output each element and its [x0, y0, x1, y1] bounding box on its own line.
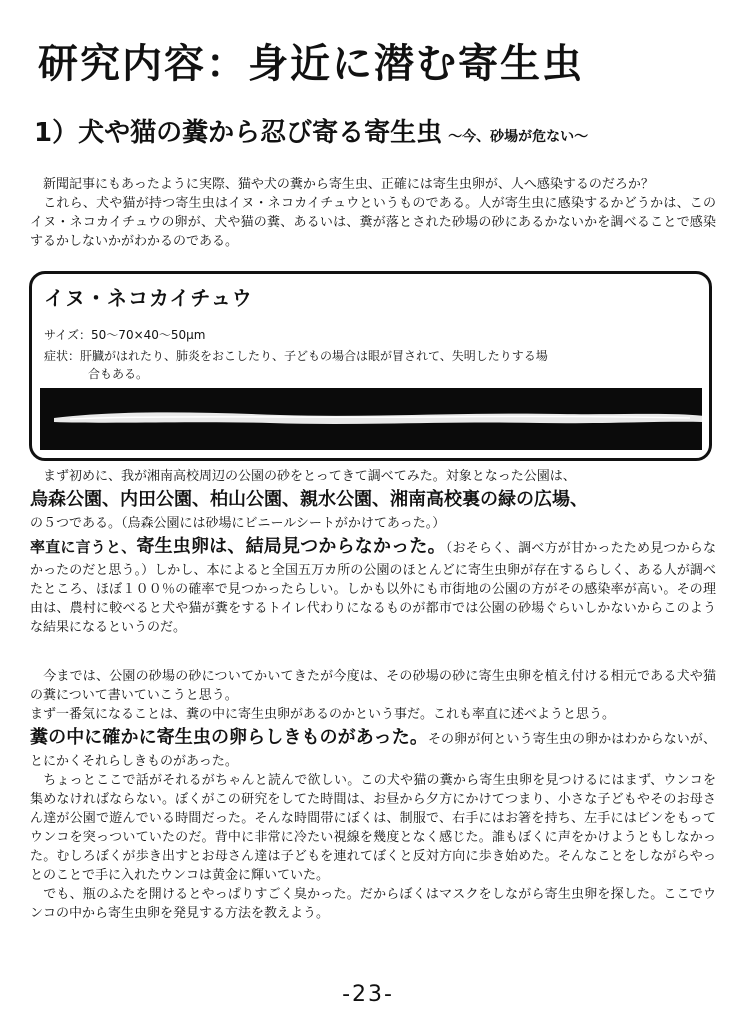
- intro-text: [30, 175, 716, 251]
- feces-paragraph-4: ちょっとここで話がそれるがちゃんと読んで欲しい。この犬や猫の糞から寄生虫卵を見つけるにはまず、ウンコを集めなければならない。ぼくがこの研究をしてた時間は、お昼から夕方にかけてつまり、小さな子どもやそのお母さん達が公園で遊んでいる時間だった。そんな時間帯にぼくは、制服で、右手にはお箸を持ち、左手にはビンをもってウンコを突っついていたのだ。背中に非常に冷たい視線を幾度となく感じた。誰もぼくに声をかけようともしなかった。むしろぼくが歩き出すとお母さん達は子どもを連れてぼくと反対方向に歩き始めた。そんなことをしながらやっとのことで手に入れたウンコは黄金に輝いていた。: [30, 773, 716, 883]
- feces-finding: 糞の中に確かに寄生虫の卵らしきものがあった。: [30, 727, 428, 748]
- info-box-title: イヌ・ネコカイチュウ: [44, 286, 253, 310]
- section-heading-main: 1）犬や猫の糞から忍び寄る寄生虫: [34, 118, 443, 148]
- symptom-line-1: 症状：肝臓がはれたり、肺炎をおこしたり、子どもの場合は眼が冒されて、失明したりする場: [44, 349, 548, 363]
- feces-text: [30, 667, 716, 923]
- feces-paragraph-2: まず一番気になることは、糞の中に寄生虫卵があるのかという事だ。これも率直に述べようと思う。: [30, 707, 616, 722]
- symptom-line-2: 合もある。: [88, 367, 149, 381]
- symptom-spec: [44, 347, 664, 383]
- feces-paragraph-5: でも、瓶のふたを開けるとやっぱりすごく臭かった。だからぼくはマスクをしながら寄生虫卵を探した。ここでウンコの中から寄生虫卵を発見する方法を教えよう。: [30, 887, 716, 921]
- worm-photo: [40, 388, 702, 450]
- survey-paragraph-2: の５つである。（烏森公園には砂場にビニールシートがかけてあった。）: [30, 516, 446, 531]
- section-subtitle: ～今、砂場が危ない～: [448, 129, 589, 145]
- intro-paragraph-2: これら、犬や猫が持つ寄生虫はイヌ・ネコカイチュウというものである。人が寄生虫に感染するかどうかは、このイヌ・ネコカイチュウの卵が、犬や猫の糞、あるいは、糞が落とされた砂場の砂にあるかないかを調べることで感染するかしないかがわかるのである。: [30, 196, 716, 249]
- page-title: 研究内容：身近に潜む寄生虫: [38, 41, 584, 87]
- page-number: -23-: [342, 982, 394, 1007]
- intro-paragraph-1: 新聞記事にもあったように実際、猫や犬の糞から寄生虫、正確には寄生虫卵が、人へ感染するのだろか？: [43, 177, 654, 192]
- survey-result: 寄生虫卵は、結局見つからなかった。: [136, 536, 446, 557]
- worm-illustration: [40, 388, 702, 450]
- parasite-info-box: [29, 271, 712, 461]
- size-spec: サイズ：50～70×40～50μm: [44, 328, 206, 342]
- feces-paragraph-3: その卵が何という寄生虫の卵かはわからないが、とにかくそれらしきものがあった。: [30, 732, 716, 769]
- survey-text: [30, 467, 716, 637]
- feces-paragraph-1: 今までは、公園の砂場の砂についてかいてきたが今度は、その砂場の砂に寄生虫卵を植え付ける相元である犬や猫の糞について書いていこうと思う。: [30, 669, 716, 703]
- survey-paragraph-1: まず初めに、我が湘南高校周辺の公園の砂をとってきて調べてみた。対象となった公園は、: [43, 469, 576, 484]
- survey-paragraph-3: （おそらく、調べ方が甘かったため見つからなかったのだと思う。）しかし、本によると全国五万カ所の公園のほとんどに寄生虫卵が存在するらしく、ある人が調べたところ、ほぼ１００％の確率で見つかったらしい。しかも以外にも市街地の公園の方がその感染率が高い。その理由は、農村に較べると犬や猫が糞をするトイレ代わりになるものが都市では公園の砂場ぐらいしかないからこのような結果になるというのだ。: [30, 541, 716, 635]
- survey-lead: 率直に言うと、: [30, 538, 137, 556]
- park-list: 烏森公園、内田公園、柏山公園、親水公園、湘南高校裏の緑の広場、: [30, 489, 588, 510]
- section-heading: [34, 115, 724, 155]
